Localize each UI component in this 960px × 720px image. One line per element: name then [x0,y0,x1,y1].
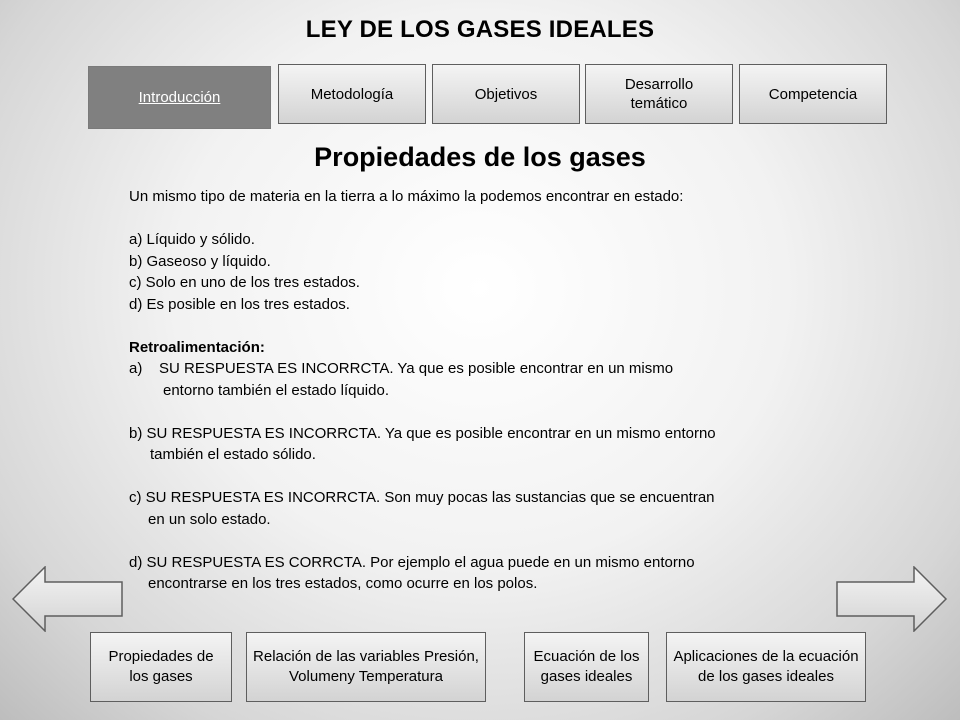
nav-ecuacion-gases-ideales[interactable]: Ecuación de los gases ideales [524,632,649,702]
feedback-heading: Retroalimentación: [129,338,265,356]
nav-relacion-de-variables[interactable]: Relación de las variables Presión, Volumeny Temperatura [246,632,486,702]
option-a: a) Líquido y sólido. [129,231,255,248]
feedback-d-line2: encontrarse en los tres estados, como ocurre en los polos. [148,575,538,592]
feedback-b-line1: b) SU RESPUESTA ES INCORRCTA. Ya que es posible encontrar en un mismo entorno [129,424,716,442]
option-c: c) Solo en uno de los tres estados. [129,274,360,291]
tab-objetivos[interactable]: Objetivos [432,64,580,124]
nav-aplicaciones-ecuacion[interactable]: Aplicaciones de la ecuación de los gases ideales [666,632,866,702]
option-b: b) Gaseoso y líquido. [129,252,271,270]
feedback-b-line2: también el estado sólido. [150,446,316,463]
tab-introduccion[interactable]: Introducción [88,66,271,129]
question-text: Un mismo tipo de materia en la tierra a lo máximo la podemos encontrar en estado: [129,188,684,205]
question-content [129,186,849,595]
nav-propiedades-de-los-gases[interactable]: Propiedades de los gases [90,632,232,702]
page-title: LEY DE LOS GASES IDEALES [305,16,655,43]
tab-competencia[interactable]: Competencia [739,64,887,124]
right-arrow-icon[interactable] [836,566,948,632]
option-d: d) Es posible en los tres estados. [129,295,350,313]
feedback-a-line2: entorno también el estado líquido. [163,381,389,399]
feedback-c-line1: c) SU RESPUESTA ES INCORRCTA. Son muy pocas las sustancias que se encuentran [129,489,715,506]
tab-desarrollo-tematico[interactable]: Desarrollo temático [585,64,733,124]
feedback-c-line2: en un solo estado. [148,510,271,528]
feedback-d-line1: d) SU RESPUESTA ES CORRCTA. Por ejemplo el agua puede en un mismo entorno [129,553,695,571]
section-title: Propiedades de los gases [314,142,646,172]
feedback-a-line1: a) SU RESPUESTA ES INCORRCTA. Ya que es posible encontrar en un mismo [129,360,674,377]
tab-metodologia[interactable]: Metodología [278,64,426,124]
left-arrow-icon[interactable] [12,566,124,632]
